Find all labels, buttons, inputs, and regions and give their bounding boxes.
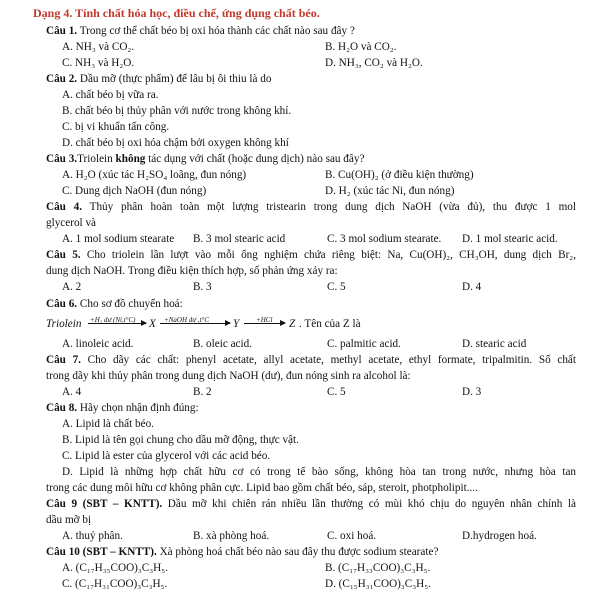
question-number: Câu 6. (46, 298, 78, 310)
question-text: Trong cơ thể chất béo bị oxi hóa thành các chất nào sau đây ? (79, 25, 355, 37)
option-b: B. Lipid là tên gọi chung cho dầu mỡ động, thực vật. (62, 434, 299, 446)
option-b: B. 2 (193, 386, 212, 398)
scheme-compound-x: X (149, 318, 156, 330)
option-d: D. stearic acid (462, 338, 527, 350)
option-a: A. 1 mol sodium stearate (62, 233, 175, 245)
option-c: C. 5 (327, 386, 346, 398)
option-d: D.hydrogen hoá. (462, 530, 537, 542)
option-a: A. 4 (62, 386, 82, 398)
option-b: B. 3 mol stearic acid (193, 233, 286, 245)
question-number: Câu 10 (SBT – KNTT). (46, 546, 157, 558)
question-text: Dầu mỡ khi chiên rán nhiều lần thường có mùi khó chịu do nguyên nhân chính là (167, 498, 576, 510)
question-number: Câu 8. (46, 402, 78, 414)
option-c: C. NH₃ và H₂O. (62, 57, 135, 69)
scheme-condition-1: +H₂ dư (Ni,t°C) (90, 316, 136, 324)
scheme-condition-3: +HCl (256, 316, 273, 324)
question-text: Dầu mỡ (thực phẩm) để lâu bị ôi thiu là do (79, 73, 272, 85)
option-c: C. oxi hoá. (327, 530, 377, 542)
option-b: B. xà phòng hoá. (193, 530, 270, 542)
option-b: B. Cu(OH)₂ (ở điều kiện thường) (325, 169, 474, 181)
option-d: D. (C₁₅H₃₁COO)₃C₃H₅. (325, 578, 431, 590)
option-c: C. 5 (327, 281, 346, 293)
scheme-start-compound: Triolein (46, 318, 82, 330)
question-text: Cho dãy các chất: phenyl acetate, allyl acetate, methyl acetate, ethyl formate, tripalmitin. Số chất (87, 354, 576, 366)
question-number: Câu 1. (46, 25, 78, 37)
option-d: D. H₂ (xúc tác Ni, đun nóng) (325, 185, 455, 197)
scheme-compound-z: Z (289, 318, 296, 330)
option-b: B. oleic acid. (193, 338, 253, 350)
option-c: C. (C₁₇H₃₁COO)₃C₃H₅. (62, 578, 168, 590)
option-d: D. 1 mol stearic acid. (462, 233, 558, 245)
option-a: A. Lipid là chất béo. (62, 418, 154, 430)
option-b: B. 3 (193, 281, 212, 293)
option-c: C. 3 mol sodium stearate. (327, 233, 442, 245)
question-number: Câu 7. (46, 354, 81, 366)
scheme-question: . Tên của Z là (299, 318, 361, 330)
question-text: Thủy phân hoàn toàn một lượng tristearin trong dung dịch NaOH (vừa đủ), thu được 1 mol (89, 201, 576, 213)
option-a: A. 2 (62, 281, 82, 293)
option-c: C. palmitic acid. (327, 338, 401, 350)
option-d: D. 3 (462, 386, 482, 398)
question-number: Câu 5. (46, 249, 81, 261)
question-text: Xà phòng hoá chất béo nào sau đây thu được sodium stearate? (159, 546, 439, 558)
question-text-emphasis: không (115, 153, 146, 165)
option-a: A. NH₃ và CO₂. (62, 41, 135, 53)
option-b: B. H₂O và CO₂. (325, 41, 397, 53)
option-d: D. NH₃, CO₂ và H₂O. (325, 57, 423, 69)
option-c: C. bị vi khuẩn tấn công. (62, 121, 170, 133)
option-c: C. Lipid là ester của glycerol với các acid béo. (62, 450, 271, 462)
option-a: A. thuỷ phân. (62, 530, 123, 542)
option-d: D. Lipid là những hợp chất hữu cơ có trong tế bào sống, không hòa tan trong nước, nhưng hòa tan (62, 466, 576, 478)
question-number: Câu 4. (46, 201, 83, 213)
question-number: Câu 3. (46, 153, 78, 165)
reaction-scheme (0, 316, 601, 334)
question-text: glycerol và (46, 217, 97, 229)
question-text: dung dịch NaOH. Trong điều kiện thích hợp, số phản ứng xảy ra: (46, 265, 338, 277)
section-title: Dạng 4. Tính chất hóa học, điều chế, ứng dụng chất béo. (33, 6, 320, 20)
question-text: Cho sơ đồ chuyển hoá: (79, 298, 183, 310)
question-number: Câu 2. (46, 73, 78, 85)
option-d-continued: trong các dung môi hữu cơ không phân cực. Lipid bao gồm chất béo, sáp, steroit, photpholipit.... (46, 482, 478, 494)
question-text: dầu mỡ bị (46, 514, 92, 526)
option-a: A. linoleic acid. (62, 338, 134, 350)
option-b: B. chất béo bị thủy phân với nước trong không khí. (62, 105, 292, 117)
option-a: A. chất béo bị vữa ra. (62, 89, 159, 101)
option-c: C. Dung dịch NaOH (đun nóng) (62, 185, 207, 197)
option-a: A. H₂O (xúc tác H₂SO₄ loãng, đun nóng) (62, 169, 247, 181)
option-d: D. 4 (462, 281, 482, 293)
option-a: A. (C₁₇H₃₅COO)₃C₃H₅. (62, 562, 168, 574)
scheme-compound-y: Y (233, 318, 240, 330)
question-text-pre: Triolein (77, 153, 116, 165)
option-b: B. (C₁₇H₃₃COO)₃C₃H₅. (325, 562, 431, 574)
question-number: Câu 9 (SBT – KNTT). (46, 498, 163, 510)
question-text: Hãy chọn nhận định đúng: (79, 402, 199, 414)
scheme-condition-2: +NaOH dư ,t°C (164, 316, 209, 324)
question-text: Cho triolein lần lượt vào mỗi ống nghiệm chứa riêng biệt: Na, Cu(OH)₂, CH₃OH, dung dịch Br₂, (86, 249, 576, 261)
question-text: trong dãy khi thủy phân trong dung dịch NaOH (dư), đun nóng sinh ra alcohol là: (46, 370, 411, 382)
option-d: D. chất béo bị oxi hóa chậm bởi oxygen không khí (62, 137, 289, 149)
question-text-post: tác dụng với chất (hoặc dung dịch) nào sau đây? (145, 153, 365, 165)
